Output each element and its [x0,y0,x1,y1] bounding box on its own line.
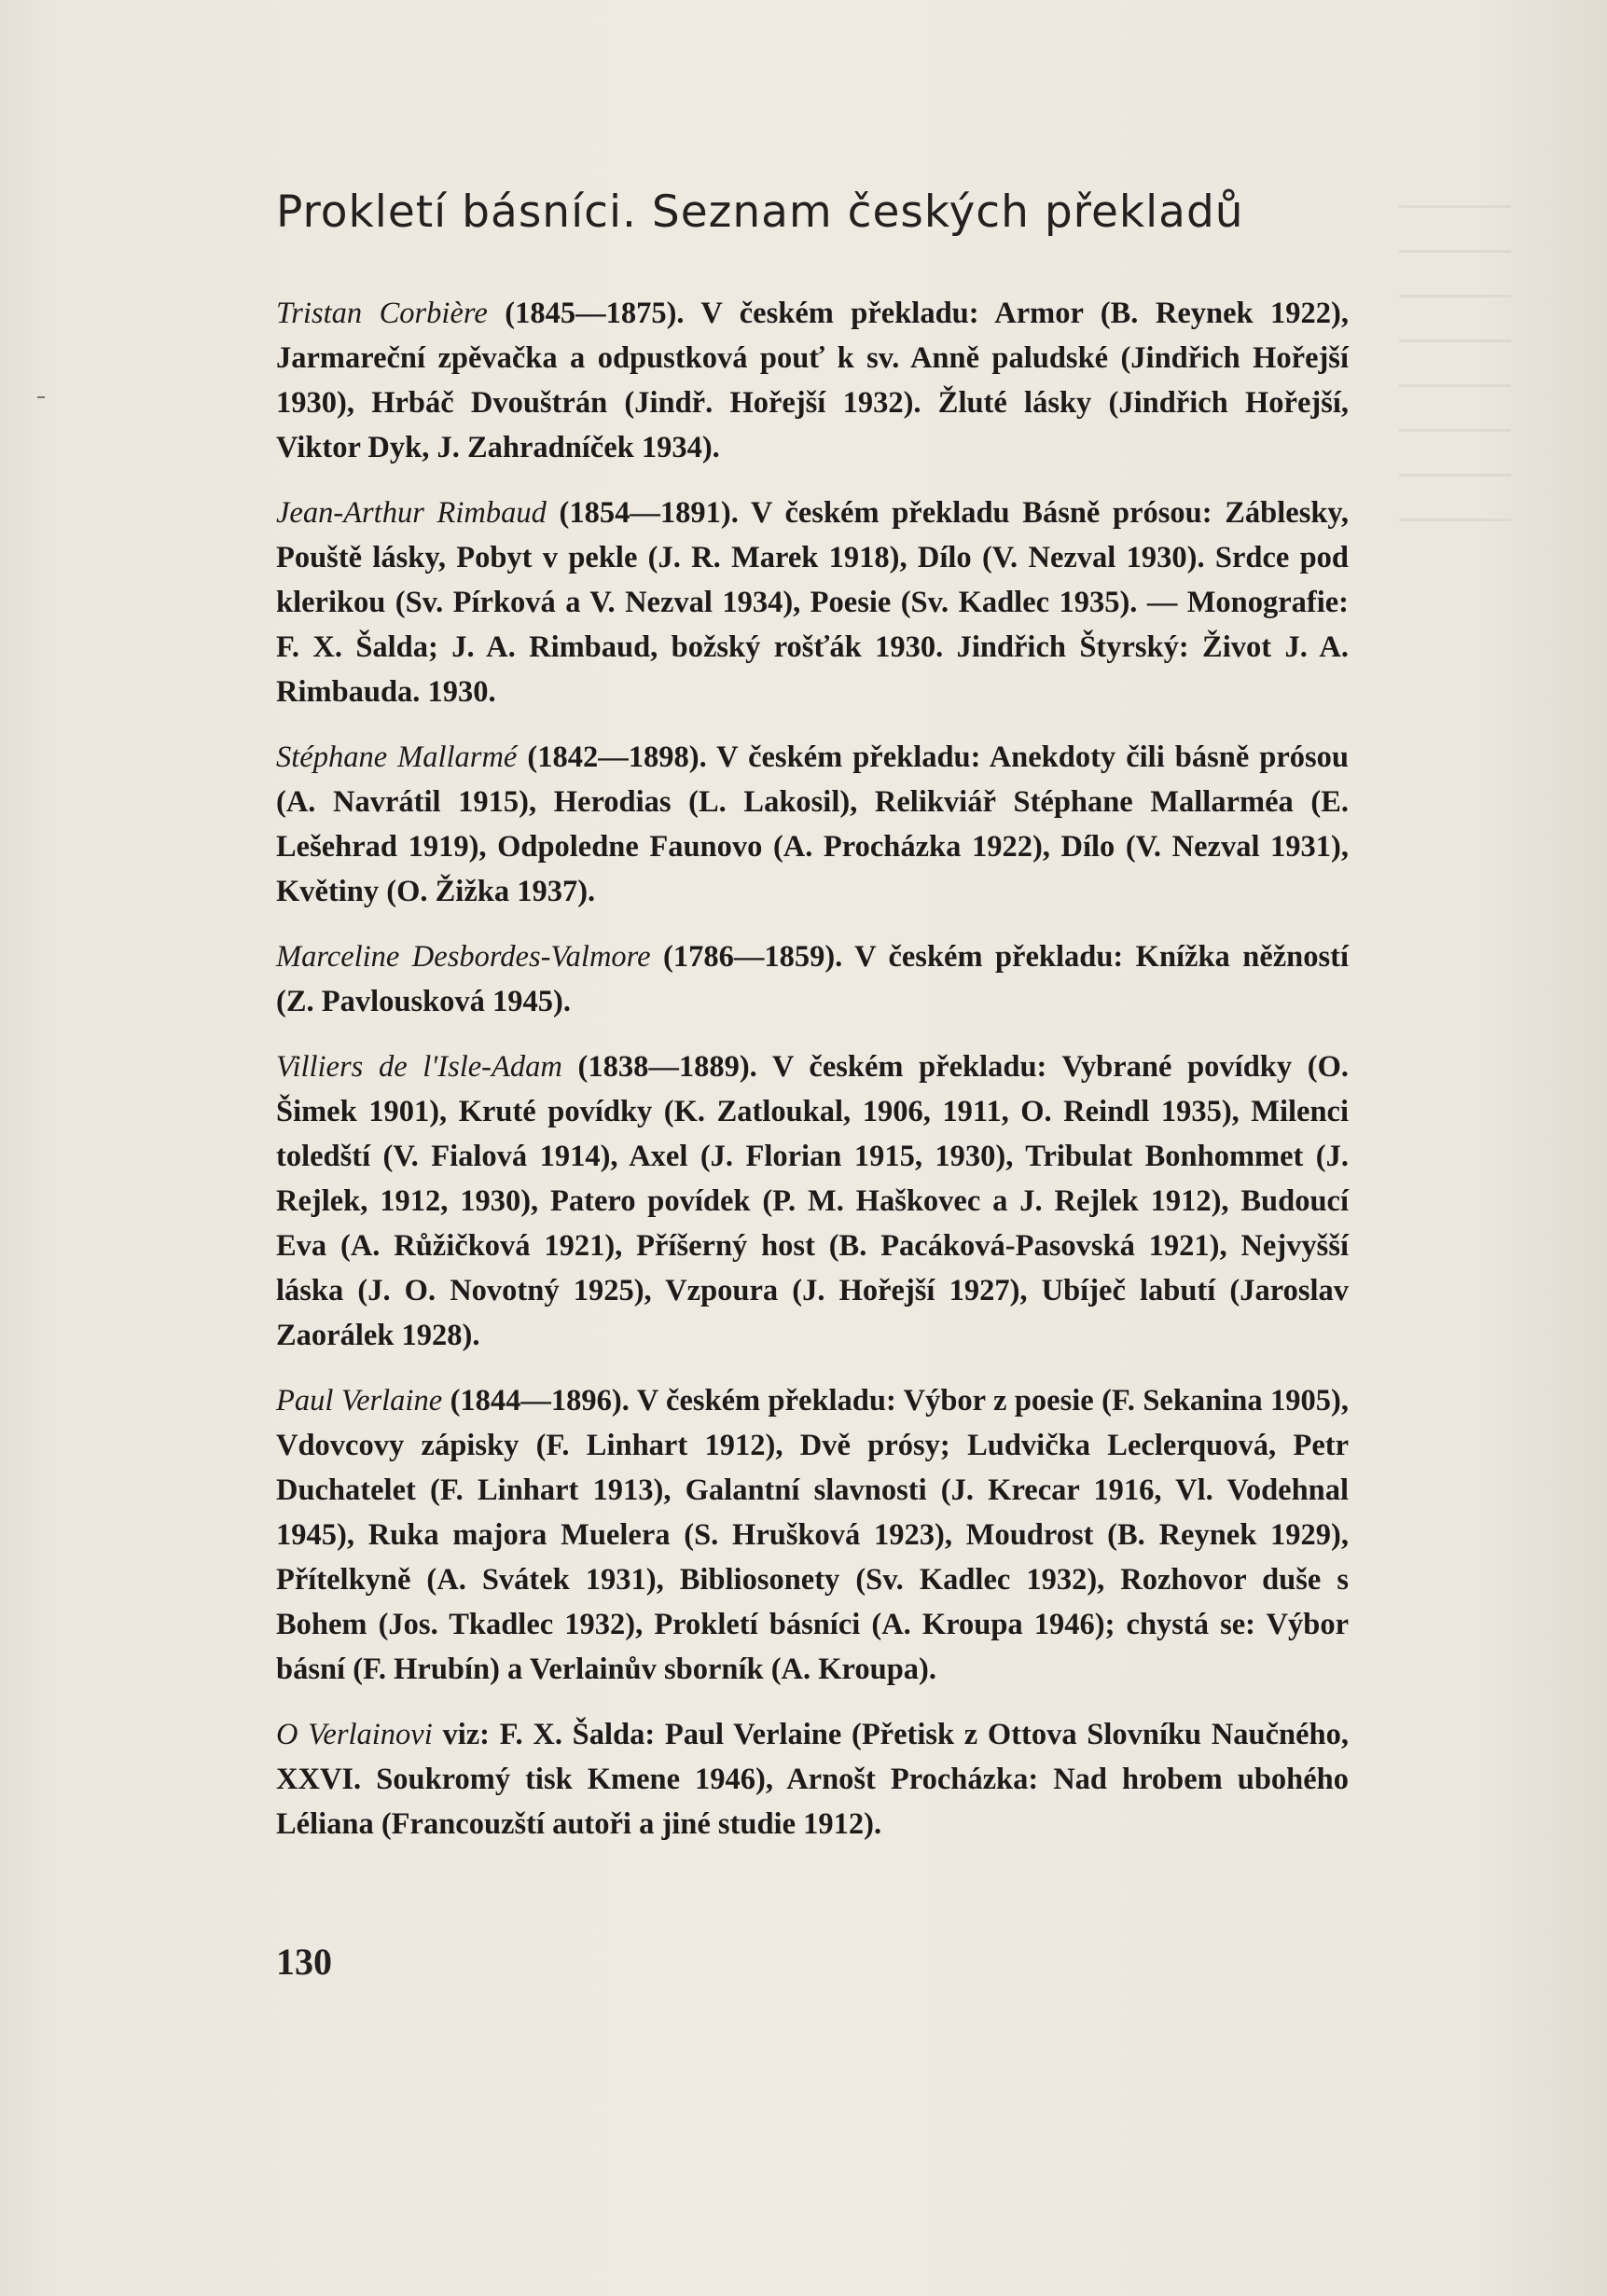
page-number: 130 [276,1941,332,1983]
author-name: Tristan Corbière [276,297,488,330]
author-name: Jean-Arthur Rimbaud [276,496,547,530]
show-through-text [1399,205,1511,522]
author-name: O Verlainovi [276,1718,433,1751]
page-title: Prokletí básníci. Seznam českých překladů [276,187,1244,238]
entry-text: (1838—1889). V českém překladu: Vybrané povídky (O. Šimek 1901), Kruté povídky (K. Zatloukal, 1906, 1911, O. Reindl 1935), Milenci toledští (V. Fialová 1914), Axel (J. Florian 1915, 1930), Tribulat Bonhommet (J. Rejlek, 1912, 1930), Patero povídek (P. M. Haškovec a J. Rejlek 1912), Budoucí Eva (A. Růžičková 1921), Příšerný host (B. Pacáková-Pasovská 1921), Nejvyšší láska (J. O. Novotný 1925), Vzpoura (J. Hořejší 1927), Ubíječ labutí (Jaroslav Zaorálek 1928). [276,1050,1349,1352]
author-name: Stéphane Mallarmé [276,740,518,774]
entry-villiers [276,1044,1349,1358]
author-name: Paul Verlaine [276,1384,443,1418]
margin-mark [37,396,45,398]
entry-text: viz: F. X. Šalda: Paul Verlaine (Přetisk z Ottova Slovníku Naučného, XXVI. Soukromý tisk Kmene 1946), Arnošt Procházka: Nad hrobem ubohého Léliana (Francouzští autoři a jiné studie 1912). [276,1718,1349,1841]
entry-text: (1854—1891). V českém překladu Básně prósou: Záblesky, Pouště lásky, Pobyt v pekle (J. R. Marek 1918), Dílo (V. Nezval 1930). Srdce pod klerikou (Sv. Pírková a V. Nezval 1934), Poesie (Sv. Kadlec 1935). — Monografie: F. X. Šalda; J. A. Rimbaud, božský rošťák 1930. Jindřich Štyrský: Život J. A. Rimbauda. 1930. [276,496,1350,709]
entry-verlaine [276,1378,1349,1692]
entry-text: (1845—1875). V českém překladu: Armor (B. Reynek 1922), Jarmareční zpěvačka a odpustková pouť k sv. Anně paludské (Jindřich Hořejší 1930), Hrbáč Dvouštrán (Jindř. Hořejší 1932). Žluté lásky (Jindřich Hořejší, Viktor Dyk, J. Zahradníček 1934). [276,297,1350,464]
entry-text: (1842—1898). V českém překladu: Anekdoty čili básně prósou (A. Navrátil 1915), Herodias (L. Lakosil), Relikviář Stéphane Mallarméa (E. Lešehrad 1919), Odpoledne Faunovo (A. Procházka 1922), Dílo (V. Nezval 1931), Květiny (O. Žižka 1937). [276,740,1350,908]
entry-text: (1786—1859). V českém překladu: Knížka něžností (Z. Pavlousková 1945). [276,940,1349,1018]
entry-corbiere [276,291,1349,470]
translation-list [276,291,1349,1867]
entry-mallarme [276,735,1349,914]
author-name: Villiers de l'Isle-Adam [276,1050,562,1084]
entry-about-verlaine [276,1712,1349,1846]
entry-desbordes-valmore [276,934,1349,1024]
entry-text: (1844—1896). V českém překladu: Výbor z poesie (F. Sekanina 1905), Vdovcovy zápisky (F. Linhart 1912), Dvě prósy; Ludvička Leclerquová, Petr Duchatelet (F. Linhart 1913), Galantní slavnosti (J. Krecar 1916, Vl. Vodehnal 1945), Ruka majora Muelera (S. Hrušková 1923), Moudrost (B. Reynek 1929), Přítelkyně (A. Svátek 1931), Bibliosonety (Sv. Kadlec 1932), Rozhovor duše s Bohem (Jos. Tkadlec 1932), Prokletí básníci (A. Kroupa 1946); chystá se: Výbor básní (F. Hrubín) a Verlainův sborník (A. Kroupa). [276,1384,1349,1686]
entry-rimbaud [276,491,1349,714]
author-name: Marceline Desbordes-Valmore [276,940,651,974]
